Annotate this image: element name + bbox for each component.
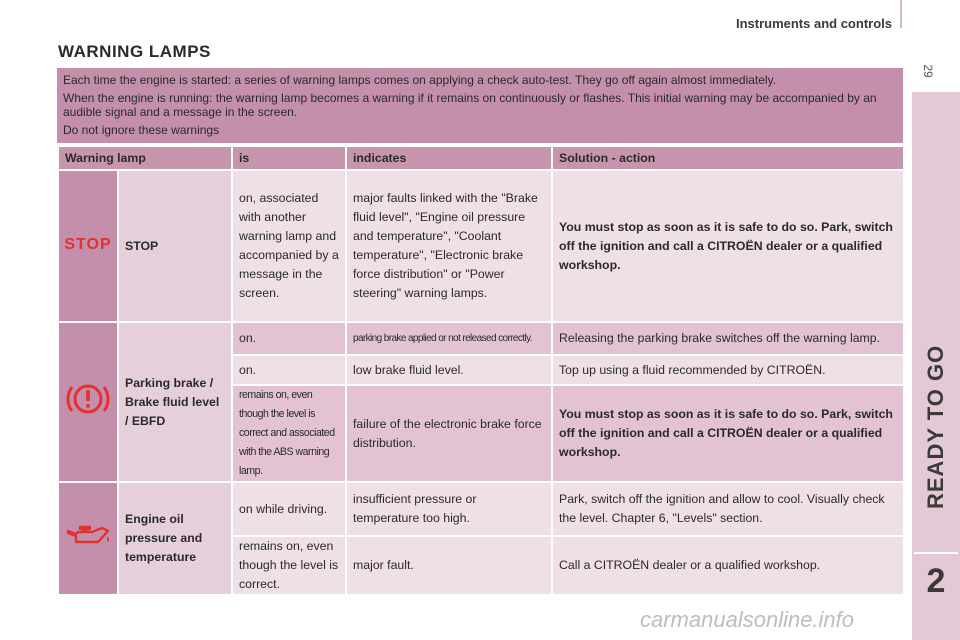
chapter-number: 2 [926, 562, 946, 600]
lamp-name: Engine oil pressure and temperature [118, 482, 232, 595]
lamp-indication: major fault. [346, 536, 552, 595]
table-row [58, 322, 904, 355]
column-header: Warning lamp [58, 146, 232, 170]
oil-icon-cell [58, 482, 118, 595]
lamp-name: STOP [118, 170, 232, 322]
brake-warning-icon [66, 381, 110, 417]
lamp-solution: You must stop as soon as it is safe to do so. Park, switch off the ignition and call a CITROËN dealer or a qualified workshop. [552, 385, 904, 482]
oil-can-icon [64, 522, 112, 550]
lamp-solution: Top up using a fluid recommended by CITROËN. [552, 355, 904, 385]
column-header: is [232, 146, 346, 170]
stop-icon-label: STOP [64, 236, 112, 253]
lamp-solution: Park, switch off the ignition and allow to cool. Visually check the level. Chapter 6, "Levels" section. [552, 482, 904, 536]
lamp-indication: major faults linked with the "Brake fluid level", "Engine oil pressure and temperature", "Coolant temperature", "Electronic brake force distribution" or "Power steering" warning lamps. [346, 170, 552, 322]
column-header: indicates [346, 146, 552, 170]
table-header-row [58, 146, 904, 170]
lamp-state: remains on, even though the level is correct and associated with the ABS warning lamp. [232, 385, 346, 482]
stop-icon-cell [58, 170, 118, 322]
page-number: 29 [921, 64, 935, 78]
stop-warning-icon [59, 233, 117, 253]
lamp-state: on, associated with another warning lamp and accompanied by a message in the screen. [232, 170, 346, 322]
lamp-indication: low brake fluid level. [346, 355, 552, 385]
warning-lamps-table [57, 145, 905, 596]
lamp-state: on. [232, 355, 346, 385]
brake-icon-cell [58, 322, 118, 482]
watermark: carmanualsonline.info [640, 607, 855, 632]
table-row [58, 170, 904, 322]
section-title: WARNING LAMPS [58, 42, 211, 61]
lamp-indication: insufficient pressure or temperature too high. [346, 482, 552, 536]
intro-paragraph: Do not ignore these warnings [63, 123, 220, 137]
intro-paragraph: When the engine is running: the warning lamp becomes a warning if it remains on continuously or flashes. This initial warning may be accompanied by an audible signal and a message in the screen. [63, 91, 877, 119]
chapter-title [923, 457, 949, 509]
lamp-name: Parking brake / Brake fluid level / EBFD [118, 322, 232, 482]
table-row [58, 482, 904, 536]
column-header: Solution - action [552, 146, 904, 170]
lamp-state: remains on, even though the level is correct. [232, 536, 346, 595]
lamp-state: on. [232, 322, 346, 355]
chapter-divider [914, 552, 958, 554]
lamp-state: on while driving. [232, 482, 346, 536]
lamp-solution: Releasing the parking brake switches off the warning lamp. [552, 322, 904, 355]
intro-box [57, 68, 903, 143]
header-title: Instruments and controls [735, 16, 892, 31]
intro-paragraph: Each time the engine is started: a series of warning lamps comes on applying a check auto-test. They go off again almost immediately. [63, 73, 777, 87]
lamp-solution: Call a CITROËN dealer or a qualified workshop. [552, 536, 904, 595]
lamp-indication: parking brake applied or not released correctly. [346, 322, 552, 355]
header-divider [900, 0, 902, 28]
lamp-indication: failure of the electronic brake force distribution. [346, 385, 552, 482]
lamp-solution: You must stop as soon as it is safe to do so. Park, switch off the ignition and call a CITROËN dealer or a qualified workshop. [552, 170, 904, 322]
